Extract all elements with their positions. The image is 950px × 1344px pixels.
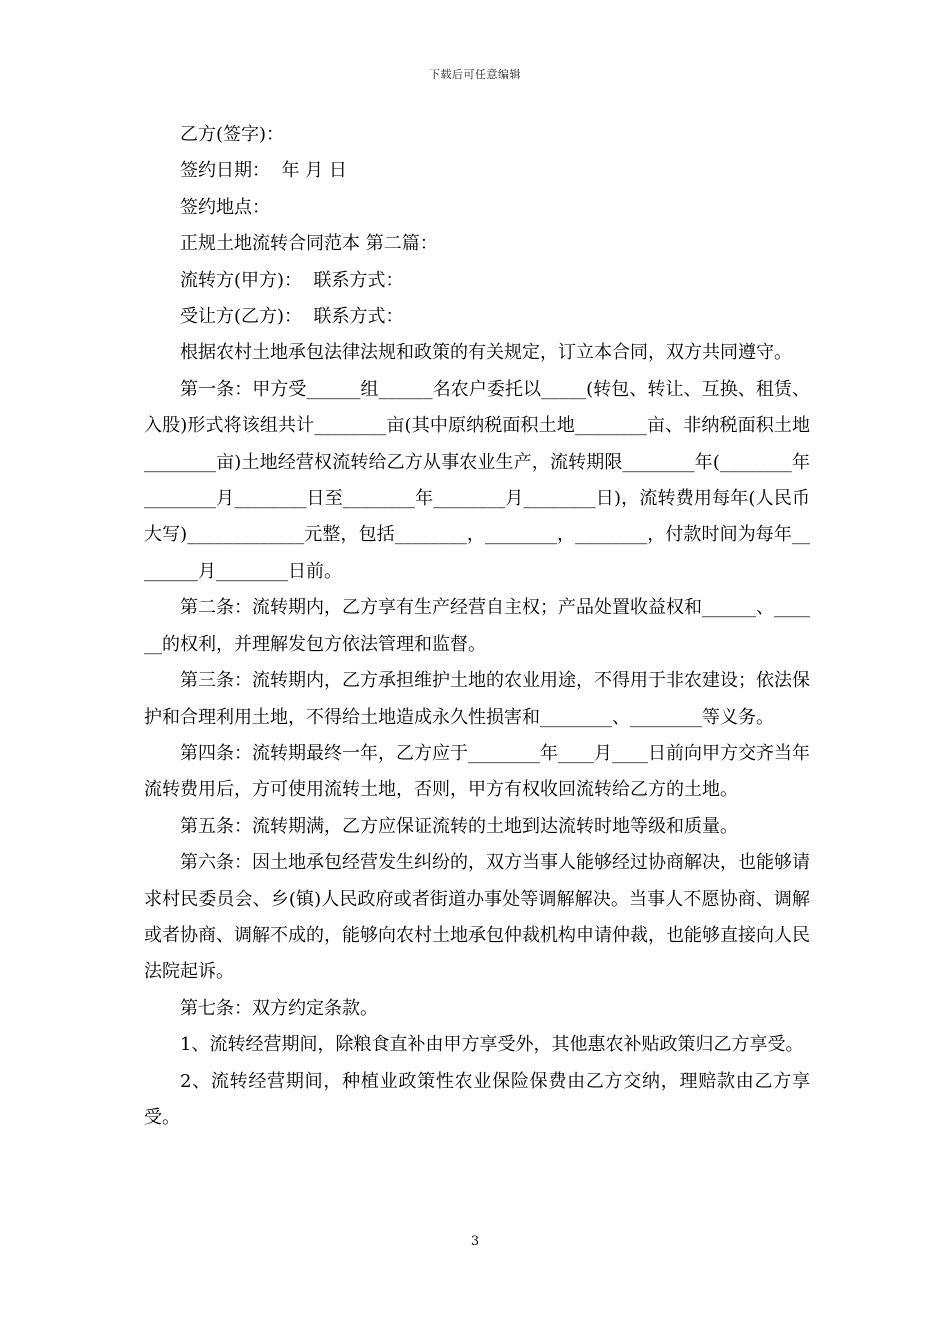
page-number: 3 xyxy=(470,1234,480,1249)
paragraph-signing-place: 签约地点： xyxy=(180,196,270,218)
document-body xyxy=(144,117,810,1136)
paragraph-preamble: 根据农村土地承包法律法规和政策的有关规定，订立本合同，双方共同遵守。 xyxy=(180,342,792,364)
paragraph-article-5: 第五条：流转期满，乙方应保证流转的土地到达流转时地等级和质量。 xyxy=(180,815,738,837)
paragraph-section-title: 正规土地流转合同范本 第二篇： xyxy=(180,233,438,255)
paragraph-clause-1: 1、流转经营期间，除粮食直补由甲方享受外，其他惠农补贴政策归乙方享受。 xyxy=(180,1034,804,1056)
paragraph-article-6: 第六条：因土地承包经营发生纠纷的，双方当事人能够经过协商解决，也能够请求村民委员会、乡(镇)人民政府或者街道办事处等调解解决。当事人不愿协商、调解或者协商、调解不成的，能够向农村土地承包仲裁机构申请仲裁，也能够直接向人民法院起诉。 xyxy=(144,852,810,983)
paragraph-transferee: 受让方(乙方)： 联系方式： xyxy=(180,306,404,328)
paragraph-article-4: 第四条：流转期最终一年，乙方应于________年____月____日前向甲方交齐当年流转费用后，方可使用流转土地，否则，甲方有权收回流转给乙方的土地。 xyxy=(144,742,810,801)
paragraph-party-b-signature: 乙方(签字)： xyxy=(180,124,285,145)
paragraph-signing-date: 签约日期： 年 月 日 xyxy=(180,160,347,182)
paragraph-article-1: 第一条：甲方受______组______名农户委托以_____(转包、转让、互换、租赁、入股)形式将该组共计________亩(其中原纳税面积土地________亩、非纳税面积土地________亩)土地经营权流转给乙方从事农业生产，流转期限________年(________年________月________日至________年________月________日)，流转费用每年(人民币大写)_____________元整，包括________，________，________，付款时间为每年________月________日前。 xyxy=(144,378,810,582)
paragraph-article-7: 第七条：双方约定条款。 xyxy=(180,997,378,1019)
paragraph-article-3: 第三条：流转期内，乙方承担维护土地的农业用途，不得用于非农建设；依法保护和合理利用土地，不得给土地造成永久性损害和________、________等义务。 xyxy=(144,670,810,728)
paragraph-transferor: 流转方(甲方)： 联系方式： xyxy=(180,269,404,291)
paragraph-article-2: 第二条：流转期内，乙方享有生产经营自主权；产品处置收益权和______、______的权利，并理解发包方依法管理和监督。 xyxy=(144,597,810,655)
header-note: 下载后可任意编辑 xyxy=(429,68,521,81)
paragraph-clause-2: 2、流转经营期间，种植业政策性农业保险保费由乙方交纳，理赔款由乙方享受。 xyxy=(144,1070,810,1128)
